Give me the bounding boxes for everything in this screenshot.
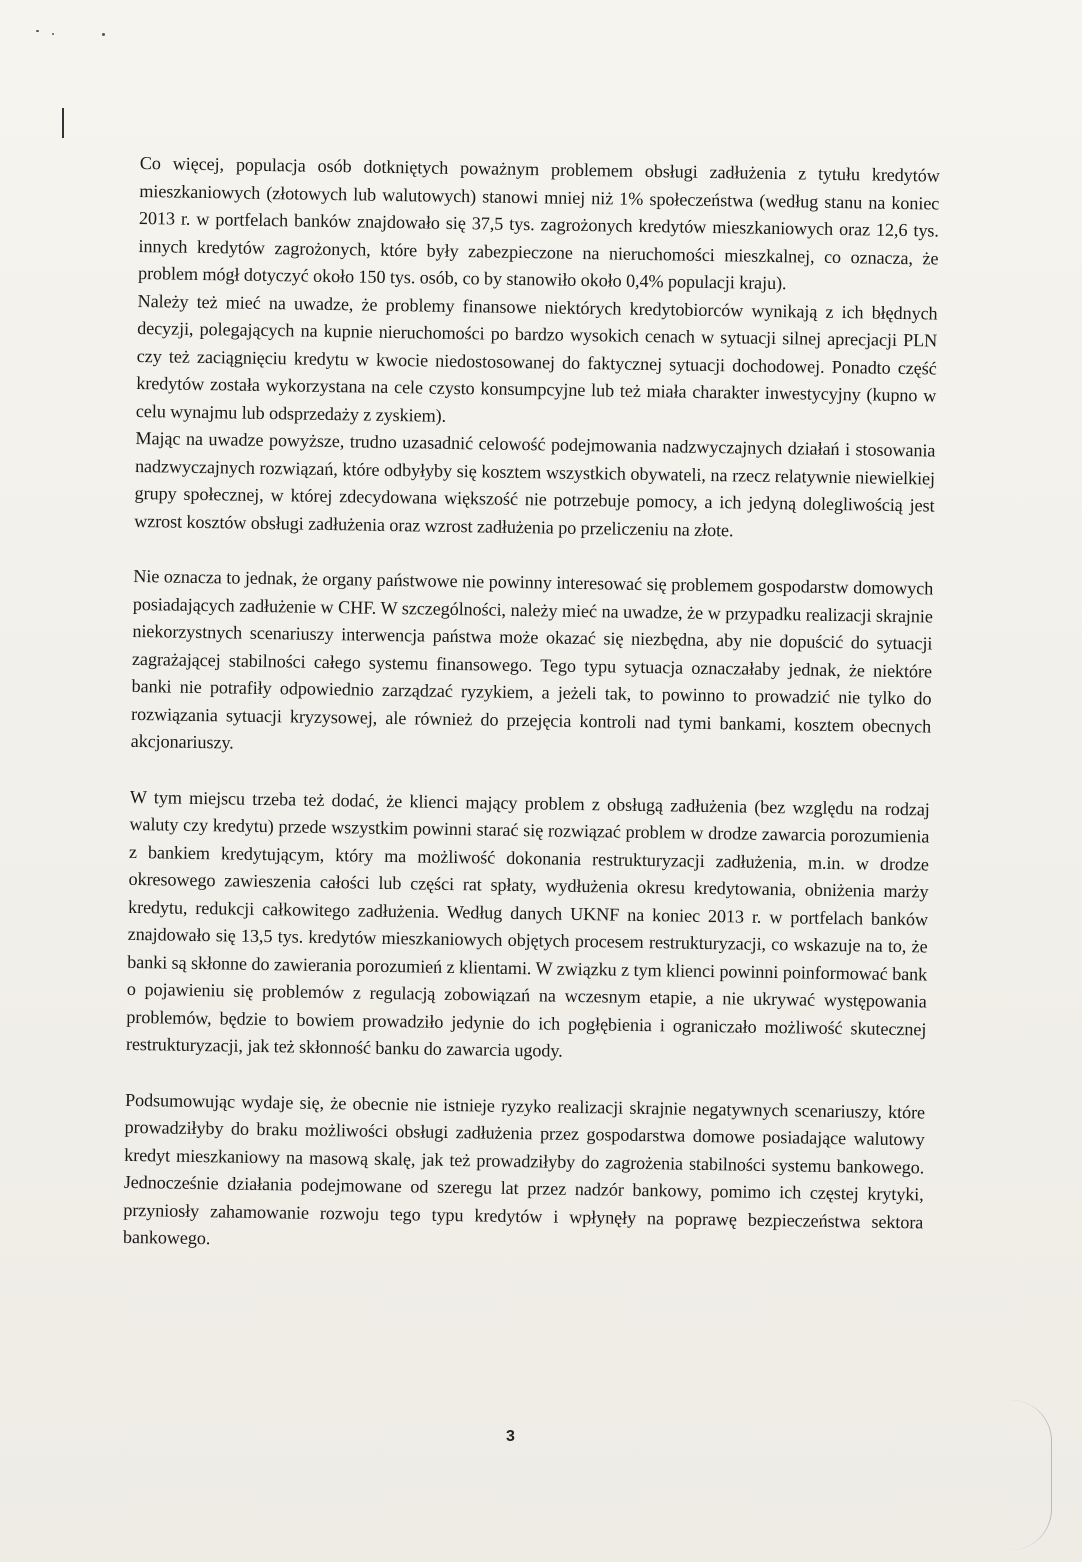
scan-speck xyxy=(36,30,39,32)
paragraph-1: Co więcej, populacja osób dotkniętych poważnym problemem obsługi zadłużenia z tytułu kredytów mieszkaniowych (złotowych lub walutowych) stanowi mniej niż 1% społeczeństwa (według stanu na koniec 2013 r. w portfelach banków znajdowało się 37,5 tys. zagrożonych kredytów mieszkaniowych oraz 12,6 tys. innych kredytów zagrożonych, które były zabezpieczone na nieruchomości mieszkalnej, co oznacza, że problem mógł dotyczyć około 150 tys. osób, co by stanowiło około 0,4% populacji kraju). xyxy=(137,152,940,294)
paragraph-4: Nie oznacza to jednak, że organy państwowe nie powinny interesować się problemem gospodarstw domowych posiadających zadłużenie w CHF. W szczególności, należy mieć na uwadze, że w przypadku realizacji skrajnie niekorzystnych scenariuszy interwencja państwa może okazać się niezbędna, aby nie dopuścić do sytuacji zagrażającej stabilności całego systemu finansowego. Tego typu sytuacja oznaczałaby jednak, że niektóre banki nie potrafiły odpowiednio zarządzać ryzykiem, a jeżeli tak, to powinno to prowadzić nie tylko do rozwiązania sytuacji kryzysowej, ale również do przejęcia kontroli nad tymi bankami, kosztem obecnych akcjonariuszy. xyxy=(130,565,934,753)
margin-mark xyxy=(62,108,64,138)
page-number: 3 xyxy=(506,1428,515,1445)
paragraph-6: Podsumowując wydaje się, że obecnie nie istnieje ryzyko realizacji skrajnie negatywnych scenariuszy, które prowadziłyby do braku możliwości obsługi zadłużenia przez gospodarstwa domowe posiadające walutowy kredyt mieszkaniowy na masową skalę, jak też prowadziłyby do zagrożenia stabilności systemu bankowego. Jednocześnie działania podejmowane od szeregu lat przez nadzór bankowy, pomimo ich częstej krytyki, przyniosły zahamowanie rozwoju tego typu kredytów i wpłynęły na poprawę bezpieczeństwa sektora bankowego. xyxy=(122,1089,926,1249)
paragraph-3: Mając na uwadze powyższe, trudno uzasadnić celowość podejmowania nadzwyczajnych działań i stosowania nadzwyczajnych rozwiązań, które odbyłyby się kosztem wszystkich obywateli, na rzecz relatywnie niewielkiej grupy społecznej, w której zdecydowana większość nie potrzebuje pomocy, a ich jedyną dolegliwością jest wzrost kosztów obsługi zadłużenia oraz wzrost zadłużenia po przeliczeniu na złote. xyxy=(134,427,936,540)
paragraph-5: W tym miejscu trzeba też dodać, że klienci mający problem z obsługą zadłużenia (bez względu na rodzaj waluty czy kredytu) przede wszystkim powinni starać się rozwiązać problem w drodze zawarcia porozumienia z bankiem kredytującym, który ma możliwość dokonania restrukturyzacji zadłużenia, m.in. w drodze okresowego zawieszenia całości lub części rat spłaty, wydłużenia okresu kredytowania, obniżenia marży kredytu, redukcji całkowitego zadłużenia. Według danych UKNF na koniec 2013 r. w portfelach banków znajdowało się 13,5 tys. kredytów mieszkaniowych objętych procesem restrukturyzacji, co wskazuje na to, że banki są skłonne do zawierania porozumień z klientami. W związku z tym klienci powinni poinformować bank o pojawieniu się problemów z regulacją zobowiązań na wczesnym etapie, a nie ukrywać występowania problemów, będzie to bowiem prowadziło jedynie do ich pogłębienia i ograniczało możliwość skutecznej restrukturyzacji, jak też skłonność banku do zawarcia ugody. xyxy=(125,786,930,1061)
page-edge-shadow xyxy=(1011,1400,1052,1550)
document-body xyxy=(123,150,940,1264)
scan-speck xyxy=(102,33,105,36)
scan-speck xyxy=(52,33,54,35)
paragraph-2: Należy też mieć na uwadze, że problemy finansowe niektórych kredytobiorców wynikają z ich błędnych decyzji, polegających na kupnie nieruchomości po bardzo wysokich cenach w sytuacji silnej aprecjacji PLN czy też zaciągnięciu kredytu w kwocie niedostosowanej do faktycznej sytuacji dochodowej. Ponadto część kredytów została wykorzystana na cele czysto konsumpcyjne lub też miała charakter inwestycyjny (kupno w celu wynajmu lub odsprzedaży z zyskiem). xyxy=(135,290,938,426)
